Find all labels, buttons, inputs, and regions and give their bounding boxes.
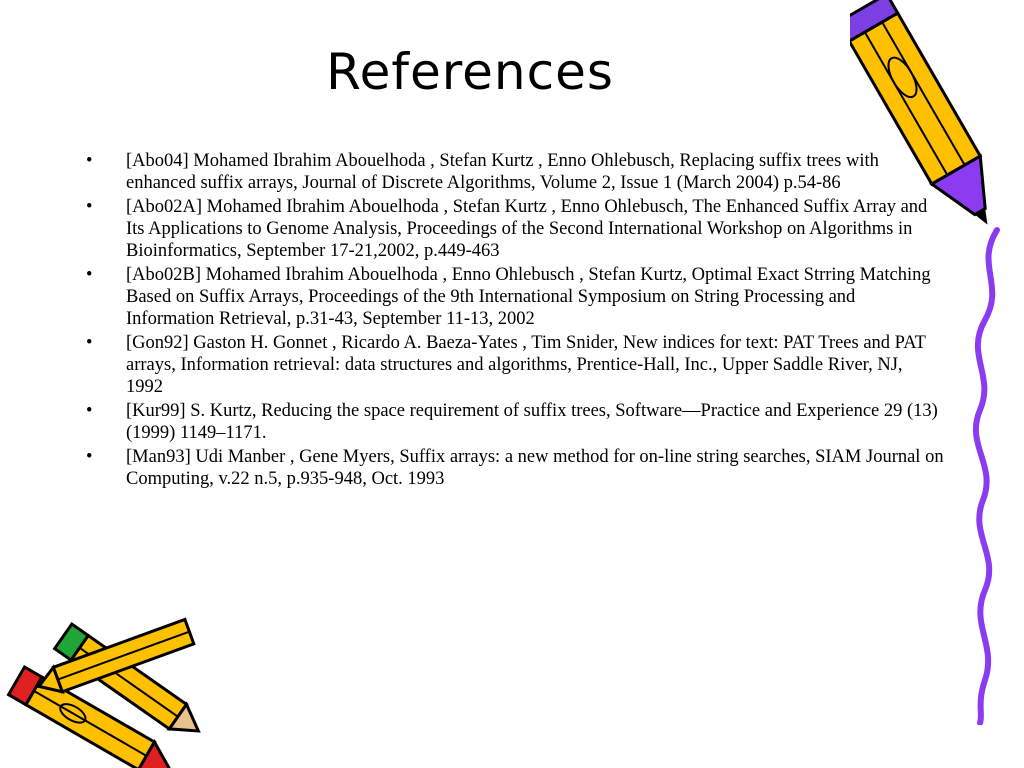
reference-item <box>84 400 944 444</box>
reference-item <box>84 150 944 194</box>
squiggle-line-icon <box>935 225 1020 725</box>
reference-text: [Kur99] S. Kurtz, Reducing the space requirement of suffix trees, Software—Practice and Experience 29 (13) (1999) 1149–1171. <box>126 401 938 443</box>
bullet: • <box>86 401 93 421</box>
slide-title: References <box>326 43 614 101</box>
reference-item <box>84 332 944 398</box>
reference-item <box>84 446 944 490</box>
bullet: • <box>86 447 93 467</box>
pencil-icon <box>850 0 1010 250</box>
bullet: • <box>86 333 93 353</box>
bullet: • <box>86 197 93 217</box>
reference-text: [Abo04] Mohamed Ibrahim Abouelhoda , Stefan Kurtz , Enno Ohlebusch, Replacing suffix trees with enhanced suffix arrays, Journal of Discrete Algorithms, Volume 2, Issue 1 (March 2004) p.54-86 <box>126 151 879 193</box>
reference-list <box>84 150 944 492</box>
reference-text: [Gon92] Gaston H. Gonnet , Ricardo A. Baeza-Yates , Tim Snider, New indices for text: PAT Trees and PAT arrays, Information retrieval: data structures and algorithms, Prentice-Hall, Inc., Upper Saddle River, NJ, 1992 <box>126 333 926 397</box>
reference-text: [Man93] Udi Manber , Gene Myers, Suffix arrays: a new method for on-line string searches, SIAM Journal on Computing, v.22 n.5, p.935-948, Oct. 1993 <box>126 447 944 489</box>
reference-item <box>84 264 944 330</box>
bullet: • <box>86 151 93 171</box>
pencil-icon <box>0 615 210 768</box>
bullet: • <box>86 265 93 285</box>
reference-item <box>84 196 944 262</box>
reference-text: [Abo02B] Mohamed Ibrahim Abouelhoda , Enno Ohlebusch , Stefan Kurtz, Optimal Exact Strring Matching Based on Suffix Arrays, Proceedings of the 9th International Symposium on String Processing and Information Retrieval, p.31-43, September 11-13, 2002 <box>126 265 931 329</box>
reference-text: [Abo02A] Mohamed Ibrahim Abouelhoda , Stefan Kurtz , Enno Ohlebusch, The Enhanced Suffix Array and Its Applications to Genome Analysis, Proceedings of the Second International Workshop on Algorithms in Bioinformatics, September 17-21,2002, p.449-463 <box>126 197 928 261</box>
